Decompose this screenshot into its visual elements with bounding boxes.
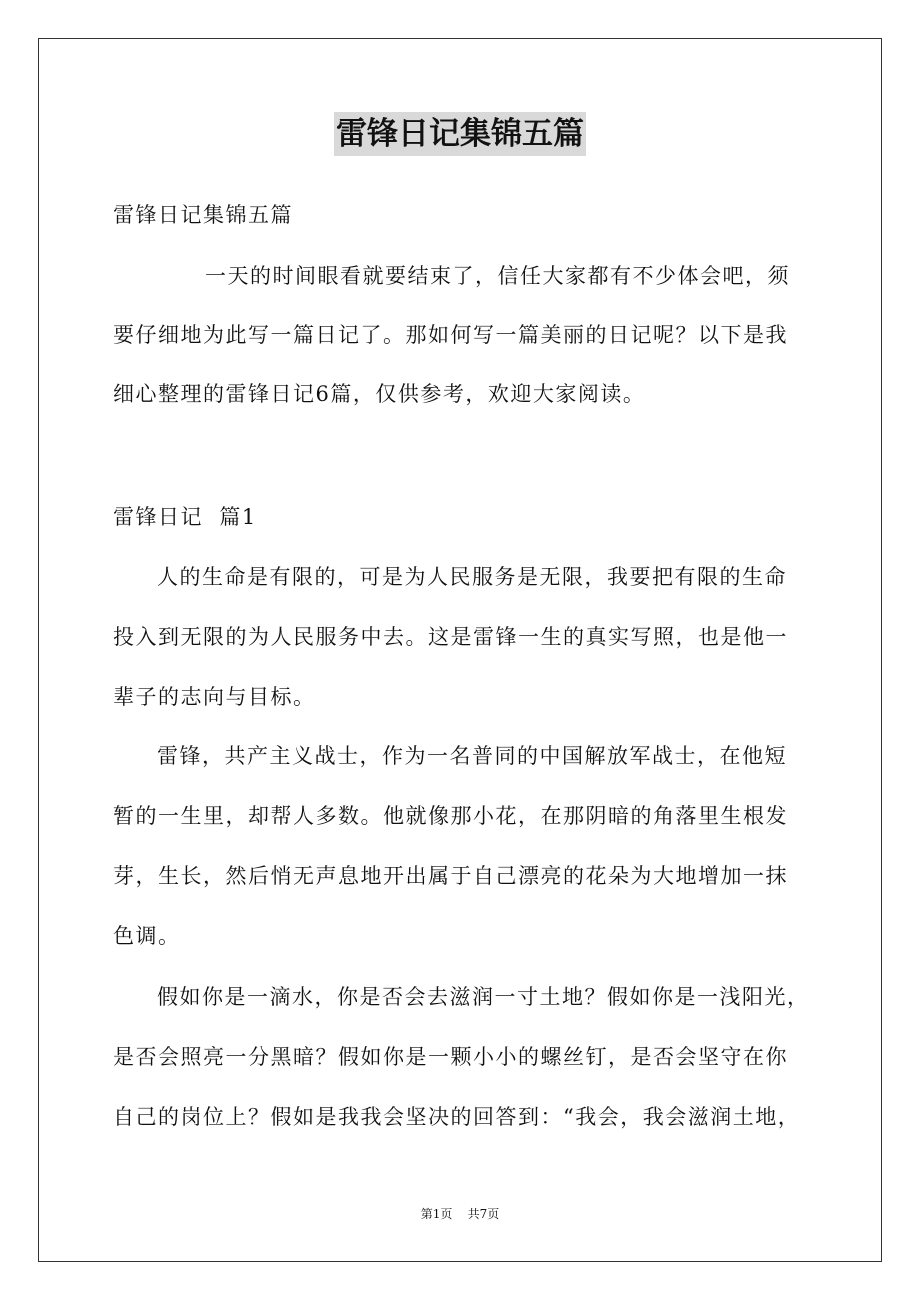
title-container — [0, 112, 920, 156]
paragraph-line: 人的生命是有限的，可是为人民服务是无限，我要把有限的生命 — [157, 565, 787, 589]
paragraph-line: 自己的岗位上？假如是我我会坚决的回答到：“我会，我会滋润土地， — [113, 1105, 801, 1129]
paragraph-line: 是否会照亮一分黑暗？假如你是一颗小小的螺丝钉，是否会坚守在你 — [113, 1045, 788, 1069]
paragraph-line: 假如你是一滴水，你是否会去滋润一寸土地？假如你是一浅阳光， — [157, 985, 810, 1009]
page-number-footer: 第1页 共7页 — [420, 1207, 500, 1221]
intro-line: 细心整理的雷锋日记6篇，仅供参考，欢迎大家阅读。 — [113, 382, 646, 406]
document-title: 雷锋日记集锦五篇 — [334, 112, 586, 156]
paragraph-line: 投入到无限的为人民服务中去。这是雷锋一生的真实写照，也是他一 — [113, 625, 788, 649]
paragraph-line: 暂的一生里，却帮人多数。他就像那小花，在那阴暗的角落里生根发 — [113, 804, 788, 828]
paragraph-line: 色调。 — [113, 924, 181, 948]
intro-line: 一天的时间眼看就要结束了，信任大家都有不少体会吧，须 — [205, 264, 790, 288]
paragraph-line: 辈子的志向与目标。 — [113, 685, 316, 709]
paragraph-line: 雷锋，共产主义战士，作为一名普同的中国解放军战士，在他短 — [157, 744, 787, 768]
paragraph-line: 芽，生长，然后悄无声息地开出属于自己漂亮的花朵为大地增加一抹 — [113, 864, 788, 888]
intro-line: 要仔细地为此写一篇日记了。那如何写一篇美丽的日记呢？以下是我 — [113, 323, 788, 347]
section-heading: 雷锋日记 篇1 — [113, 505, 257, 529]
subtitle: 雷锋日记集锦五篇 — [113, 203, 293, 227]
